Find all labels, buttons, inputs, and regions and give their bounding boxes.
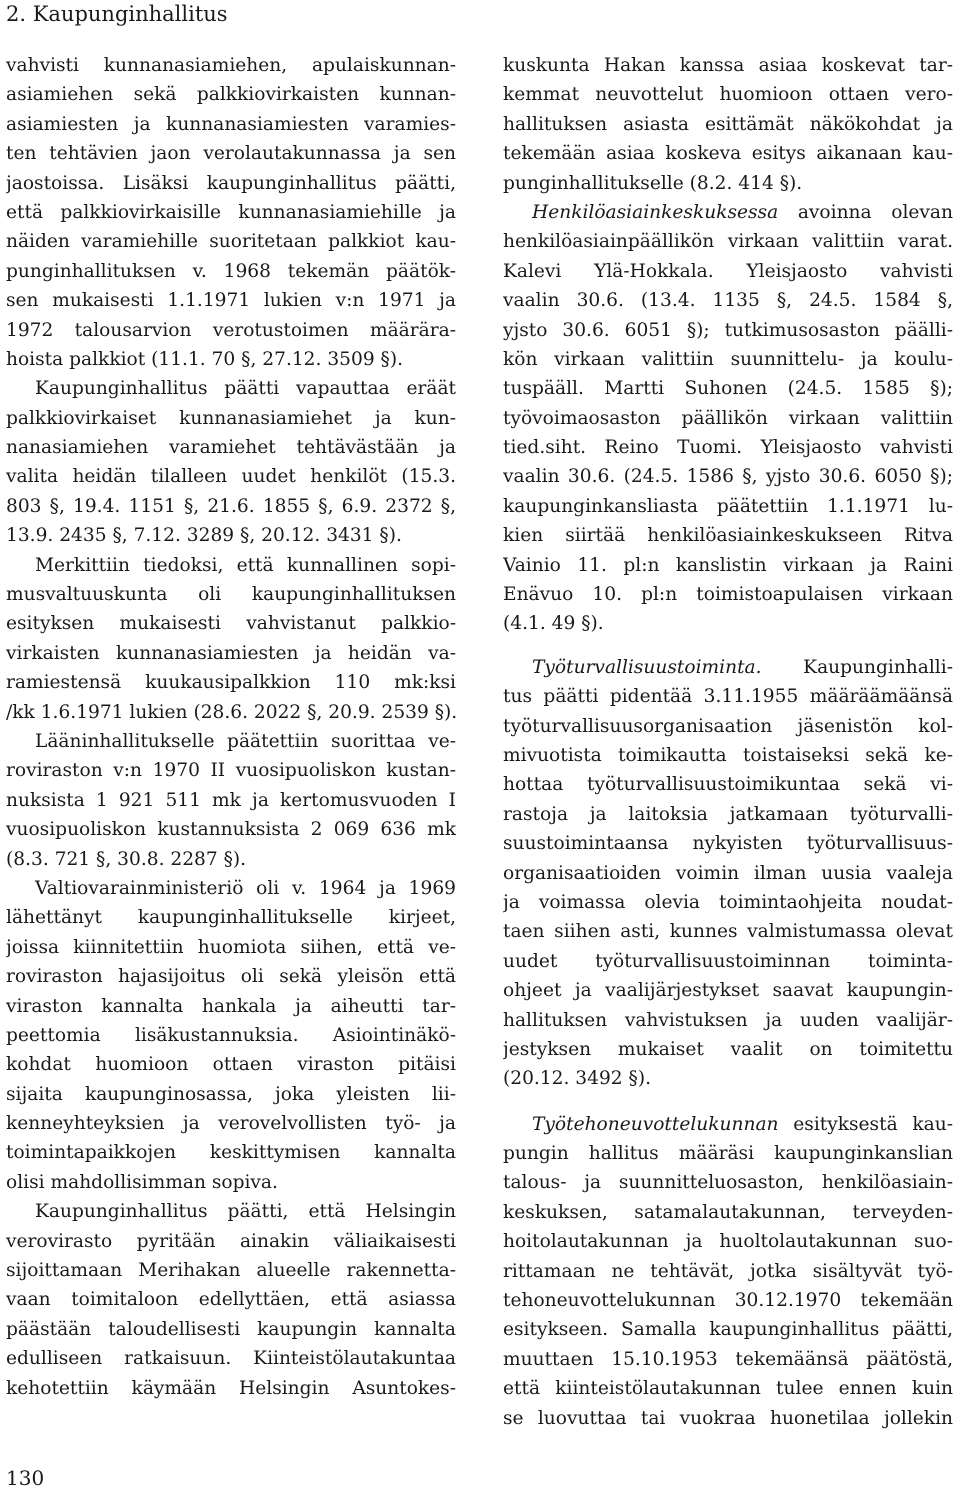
text-line: punginhallitukselle (8.2. 414 §). [503, 172, 803, 194]
text-line: kemmat neuvottelut huomioon ottaen vero- [503, 84, 953, 106]
text-line: taen siihen asti, kunnes valmistumassa olevat [503, 921, 953, 943]
text-line: vahvisti kunnanasiamiehen, apulaiskunnan- [6, 55, 456, 76]
text-line: suustoimintaansa nykyisten työturvallisuus- [503, 833, 953, 855]
text-line: sen mukaisesti 1.1.1971 lukien v:n 1971 ja [6, 290, 456, 312]
text-line: keskuksen, satamalautakunnan, terveyden- [503, 1201, 953, 1223]
text-line: ramiestensä kuukausipalkkion 110 mk:ksi [6, 672, 456, 694]
text-line: asiamiesten ja kunnanasiamiesten varamies- [6, 113, 456, 135]
text-line: ja voimassa olevia toimintaohjeita noudat- [503, 891, 953, 913]
text-line: peettomia lisäkustannuksia. Asiointinäkö- [6, 1024, 456, 1046]
left-column [6, 51, 456, 1403]
text-line: hallituksen asiasta esittämät näkökohdat ja [503, 113, 953, 135]
text-line: hoista palkkiot (11.1. 70 §, 27.12. 3509 §). [6, 348, 404, 370]
italic-heading: Henkilöasiainkeskuksessa [532, 201, 779, 223]
text-line: Merkittiin tiedoksi, että kunnallinen sopi- [35, 554, 456, 576]
text-line: kien siirtää henkilöasiainkeskukseen Ritva [503, 525, 953, 547]
text-line: joissa kiinnitettiin huomiota siihen, että ve- [6, 936, 456, 958]
text-line: edulliseen ratkaisuun. Kiinteistölautakuntaa [6, 1348, 456, 1370]
text-line: tus päätti pidentää 3.11.1955 määräämäänsä [503, 686, 953, 708]
text-line: kohdat huomioon ottaen viraston pitäisi [6, 1054, 456, 1076]
text-line: Kaupunginhallitus päätti vapauttaa eräät [35, 378, 456, 400]
text-line: Työturvallisuustoiminta. Kaupunginhalli- [532, 656, 953, 678]
text-line: (8.3. 721 §, 30.8. 2287 §). [6, 848, 247, 870]
text-line: tehoneuvottelukunnan 30.12.1970 tekemään [503, 1290, 953, 1312]
text-line: toimintapaikkojen keskittymisen kannalta [6, 1142, 456, 1164]
text-line: lähettänyt kaupunginhallitukselle kirjeet, [6, 907, 456, 929]
text-line: hottaa työturvallisuustoimikuntaa sekä vi- [503, 774, 953, 796]
text-line: Kalevi Ylä-Hokkala. Yleisjaosto vahvisti [503, 260, 953, 282]
text-line: sijoittamaan Merihakan alueelle rakennetta- [6, 1260, 456, 1282]
italic-heading: Työtehoneuvottelukunnan [532, 1113, 779, 1135]
text-line: Työtehoneuvottelukunnan esityksestä kau- [532, 1113, 953, 1135]
text-line: (20.12. 3492 §). [503, 1068, 651, 1090]
text-line: /kk 1.6.1971 lukien (28.6. 2022 §, 20.9. 2539 §). [6, 701, 458, 723]
text-line: nanasiamiehen varamiehet tehtävästään ja [6, 437, 456, 459]
text-line: tekemään asiaa koskeva esitys aikanaan kau- [503, 143, 953, 165]
text-line: työvoimaosaston päällikön virkaan valittiin [503, 407, 953, 429]
text-line: rittamaan ne tehtävät, jotka sisältyvät työ- [503, 1260, 953, 1282]
text-line: rastoja ja laitoksia jatkamaan työturvalli- [503, 803, 953, 825]
text-line: kehotettiin käymään Helsingin Asuntokes- [6, 1377, 456, 1399]
right-column [503, 51, 953, 1433]
text-line: valita heidän tilalleen uudet henkilöt (15.3. [6, 466, 456, 488]
text-line: verovirasto pyritään ainakin väliaikaisesti [6, 1230, 456, 1252]
text-line: nuksista 1 921 511 mk ja kertomusvuoden I [6, 789, 456, 811]
text-line: tied.siht. Reino Tuomi. Yleisjaosto vahvisti [503, 437, 953, 459]
text-line: uudet työturvallisuustoiminnan toiminta- [503, 950, 953, 972]
text-line: Kaupunginhallitus päätti, että Helsingin [35, 1201, 456, 1223]
text-line: kaupunginkansliasta päätettiin 1.1.1971 lu- [503, 495, 953, 517]
text-line: olisi mahdollisimman sopiva. [6, 1171, 278, 1193]
text-line: musvaltuuskunta oli kaupunginhallituksen [6, 584, 456, 606]
text-line: Vainio 11. pl:n kanslistin virkaan ja Raini [503, 554, 953, 576]
text-line: näiden varamiehille suoritetaan palkkiot kau- [6, 231, 456, 253]
italic-heading: Työturvallisuustoiminta. [532, 656, 762, 678]
text-line: hallituksen vahvistuksen ja uuden vaalijär- [503, 1009, 953, 1031]
text-line: kenneyhteyksien ja verovelvollisten työ- ja [6, 1113, 456, 1135]
text-line: pungin hallitus määräsi kaupunginkanslian [503, 1143, 953, 1165]
text-line: 1972 talousarvion verotustoimen määrära- [6, 319, 456, 341]
text-line: ten tehtävien jaon verolautakunnassa ja sen [6, 143, 456, 165]
text-line: se luovuttaa tai vuokraa huonetilaa jollekin [503, 1407, 953, 1429]
text-line: esityksen mukaisesti vahvistanut palkkio- [6, 613, 456, 635]
running-header: 2. Kaupunginhallitus [6, 2, 228, 26]
text-line: asiamiehen sekä palkkiovirkaisten kunnan- [6, 84, 456, 106]
text-line: vaalin 30.6. (24.5. 1586 §, yjsto 30.6. 6050 §); [503, 466, 953, 488]
text-line: organisaatioiden voimin ilman uusia vaaleja [503, 862, 953, 884]
text-line: virkaisten kunnanasiamiesten ja heidän va- [6, 642, 456, 664]
text-line: mivuotista toimikautta toistaiseksi sekä ke- [503, 744, 953, 766]
text-line: palkkiovirkaiset kunnanasiamiehet ja kun- [6, 407, 456, 429]
text-line: muuttaen 15.10.1953 tekemäänsä päätöstä, [503, 1348, 953, 1370]
text-line: esitykseen. Samalla kaupunginhallitus päätti, [503, 1319, 953, 1341]
text-line: talous- ja suunnitteluosaston, henkilöasiain- [503, 1172, 953, 1194]
text-line: tuspääll. Martti Suhonen (24.5. 1585 §); [503, 378, 953, 400]
text-line: Enävuo 10. pl:n toimistoapulaisen virkaan [503, 584, 953, 606]
text-line: hoitolautakunnan ja huoltolautakunnan suo- [503, 1231, 953, 1253]
text-line: punginhallituksen v. 1968 tekemän päätök- [6, 260, 456, 282]
text-line: henkilöasiainpäällikön virkaan valittiin varat. [503, 231, 953, 253]
text-line: ohjeet ja vaalijärjestykset saavat kaupungin- [503, 980, 953, 1002]
text-line: (4.1. 49 §). [503, 613, 604, 635]
text-line: kuskunta Hakan kanssa asiaa koskevat tar- [503, 55, 953, 76]
text-line: Lääninhallitukselle päätettiin suorittaa ve- [35, 730, 456, 752]
text-line: Henkilöasiainkeskuksessa avoinna olevan [532, 201, 953, 223]
text-line: roviraston v:n 1970 II vuosipuoliskon kustan- [6, 760, 456, 782]
paragraph-gap [503, 1094, 953, 1110]
text-line: viraston kannalta hankala ja aiheutti tar- [6, 995, 456, 1017]
text-line: jestyksen mukaiset vaalit on toimitettu [503, 1038, 953, 1060]
paragraph-gap [503, 639, 953, 653]
text-line: 13.9. 2435 §, 7.12. 3289 §, 20.12. 3431 §). [6, 525, 402, 547]
text-line: kön virkaan valittiin suunnittelu- ja koulu- [503, 348, 953, 370]
text-line: että palkkiovirkaisille kunnanasiamiehille ja [6, 201, 456, 223]
text-line: vuosipuoliskon kustannuksista 2 069 636 mk [6, 819, 456, 841]
text-line: jaostoissa. Lisäksi kaupunginhallitus päätti, [6, 172, 456, 194]
text-line: vaan toimitaloon edellyttäen, että asiassa [6, 1289, 456, 1311]
text-line: että kiinteistölautakunnan tulee ennen kuin [503, 1378, 953, 1400]
page-number: 130 [6, 1466, 45, 1490]
text-line: sijaita kaupunginosassa, joka yleisten lii- [6, 1083, 456, 1105]
text-line: 803 §, 19.4. 1151 §, 21.6. 1855 §, 6.9. 2372 §, [6, 495, 456, 517]
text-line: roviraston hajasijoitus oli sekä yleisön että [6, 966, 456, 988]
text-line: Valtiovarainministeriö oli v. 1964 ja 1969 [35, 877, 456, 899]
text-line: yjsto 30.6. 6051 §); tutkimusosaston päälli- [503, 319, 953, 341]
text-line: työturvallisuusorganisaation jäsenistön kol- [503, 715, 953, 737]
text-line: vaalin 30.6. (13.4. 1135 §, 24.5. 1584 §, [503, 290, 953, 312]
text-line: päästään taloudellisesti kaupungin kannalta [6, 1318, 456, 1340]
